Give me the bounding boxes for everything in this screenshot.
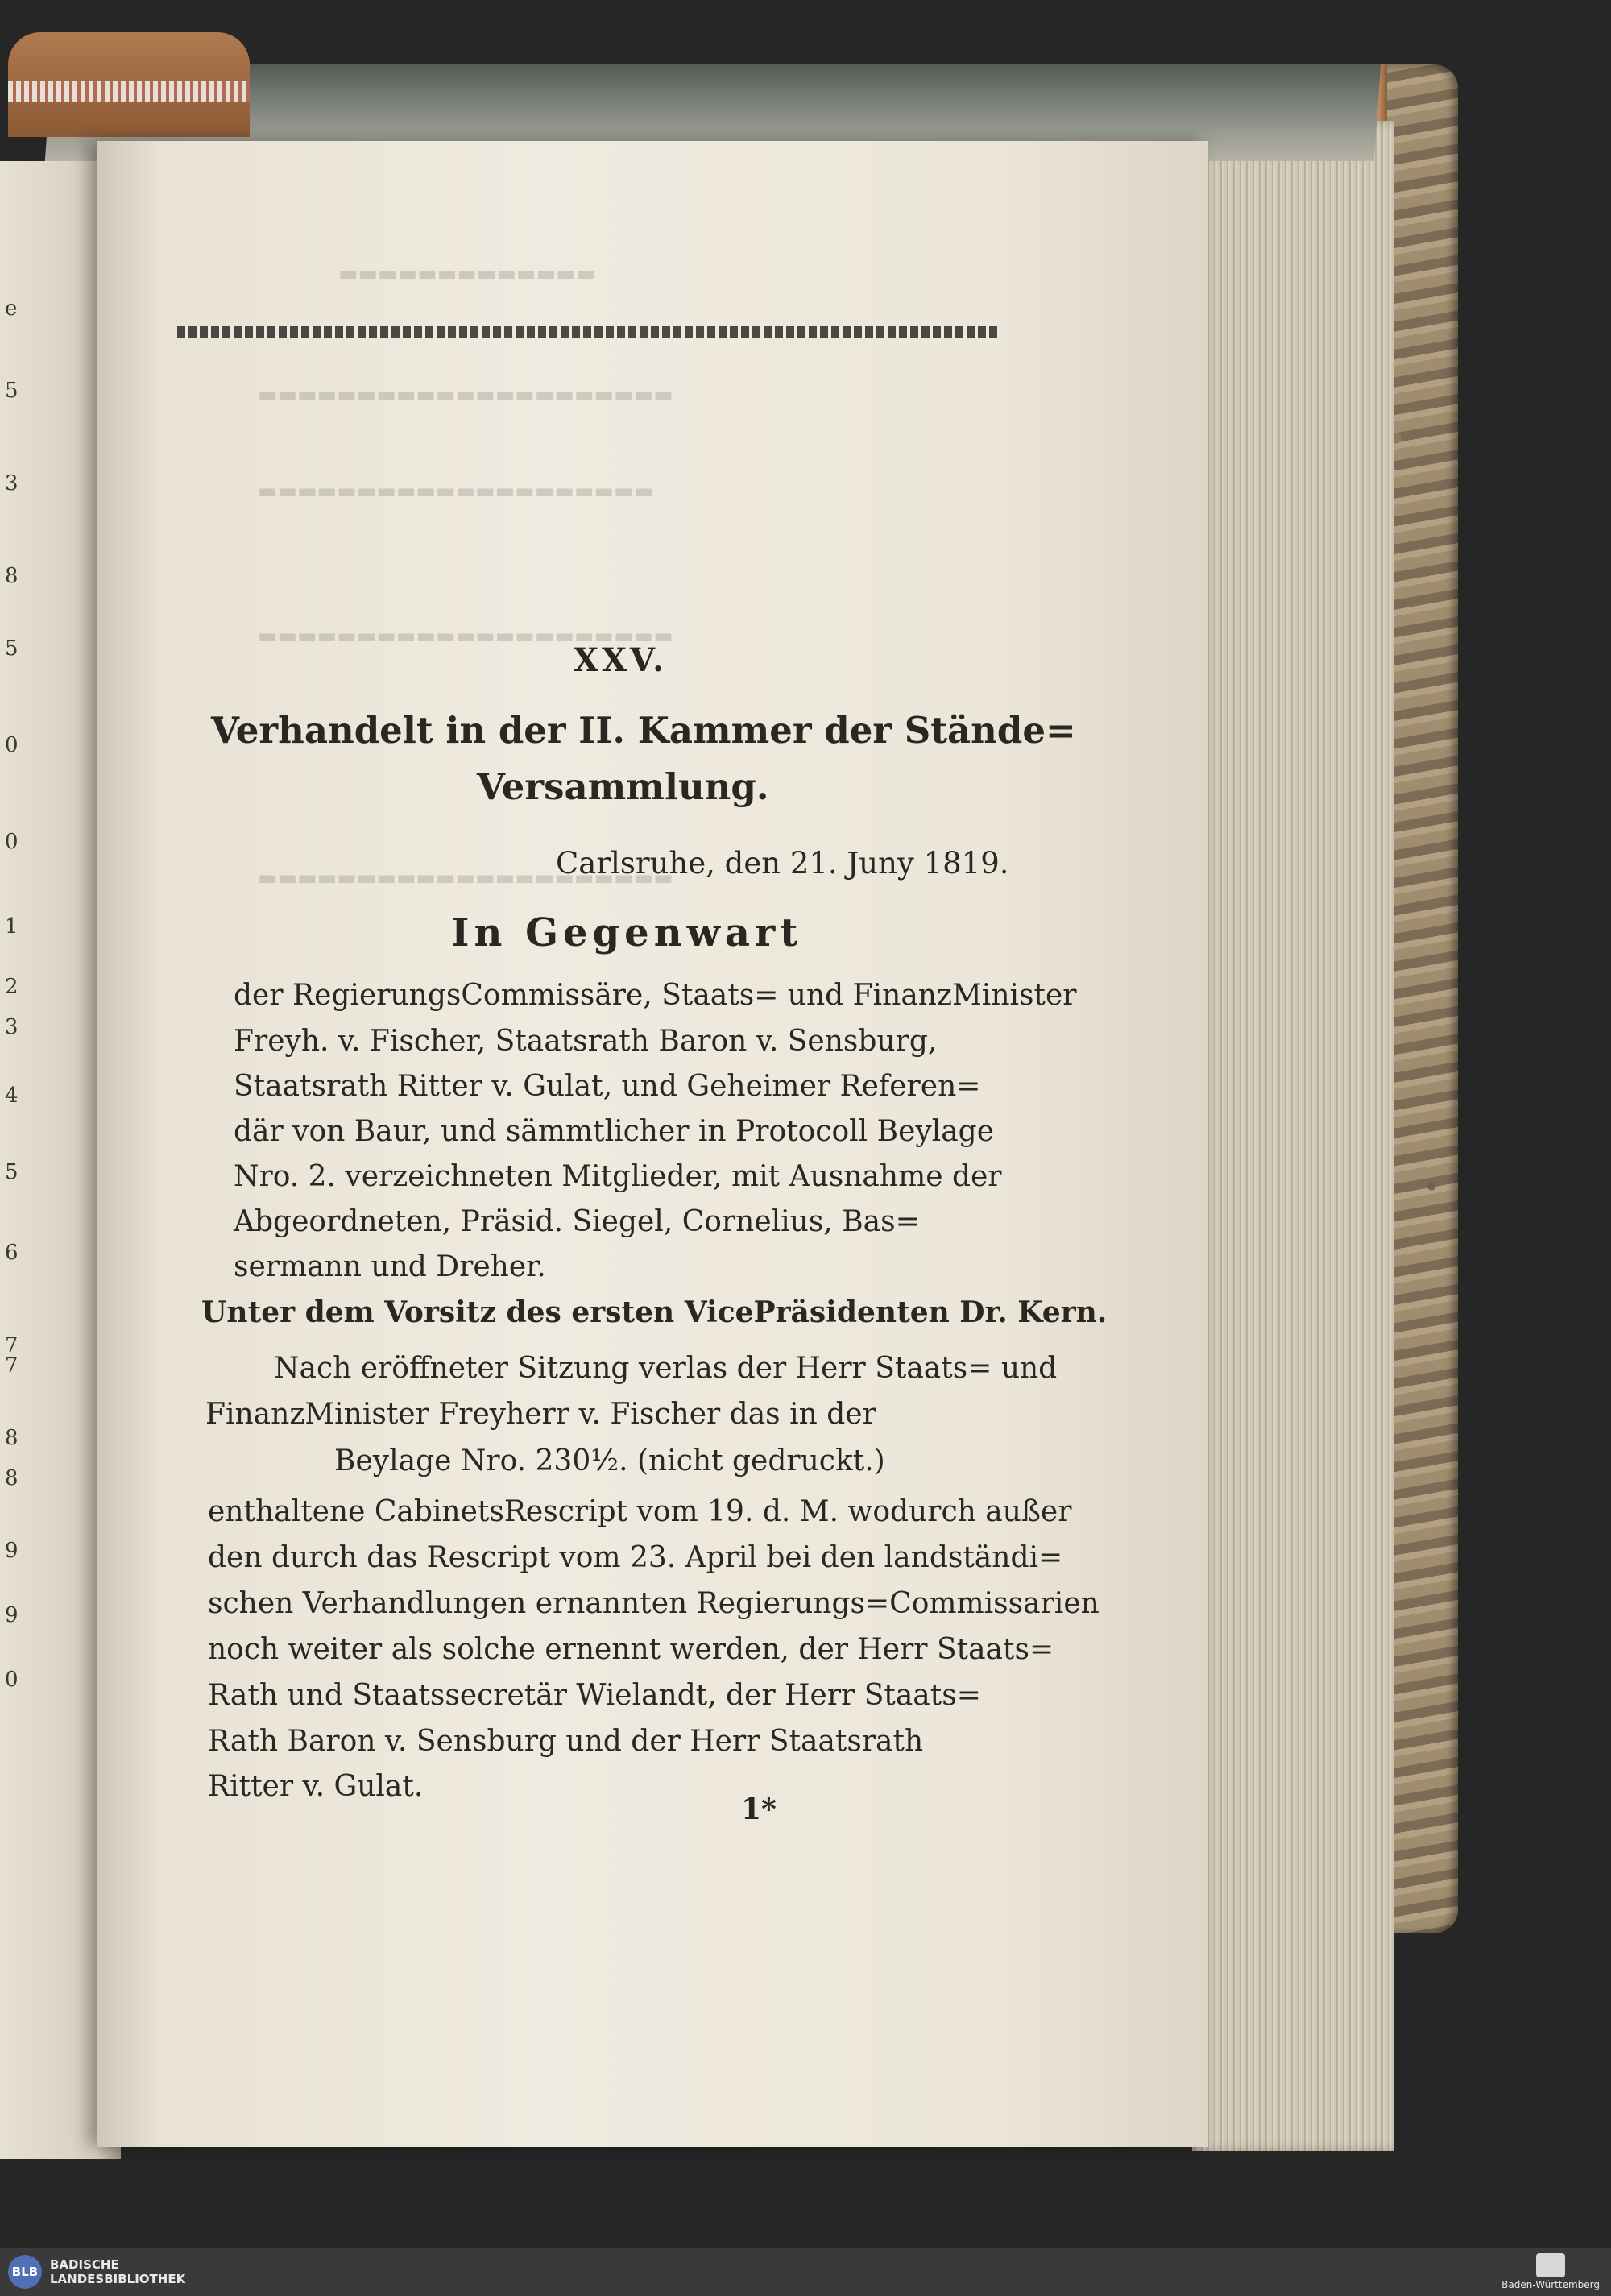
show-through: ▬▬▬▬▬▬▬▬▬▬▬▬▬ bbox=[338, 262, 596, 286]
left-page-char: 1 bbox=[5, 914, 19, 939]
left-page-char: 0 bbox=[5, 733, 19, 757]
left-page-char: 3 bbox=[5, 471, 19, 495]
presence-line: där von Baur, und sämmtlicher in Protocoll Beylage bbox=[234, 1115, 995, 1148]
left-page-char: e bbox=[5, 296, 18, 321]
presence-line: Staatsrath Ritter v. Gulat, und Geheimer Referen= bbox=[234, 1070, 981, 1103]
header-rule bbox=[177, 326, 999, 338]
left-page-char: 8 bbox=[5, 1466, 19, 1490]
library-name bbox=[50, 2257, 185, 2286]
left-page-char: 4 bbox=[5, 1084, 19, 1108]
left-page-char: 8 bbox=[5, 1426, 19, 1450]
paragraph-line: den durch das Rescript vom 23. April bei den landständi= bbox=[208, 1541, 1063, 1574]
partner-name: Baden-Württemberg bbox=[1501, 2279, 1600, 2290]
left-page-char: 5 bbox=[5, 636, 19, 661]
show-through: ▬▬▬▬▬▬▬▬▬▬▬▬▬▬▬▬▬▬▬▬ bbox=[258, 479, 654, 504]
signature-mark: 1* bbox=[741, 1792, 777, 1826]
chair-line: Unter dem Vorsitz des ersten VicePräsidenten Dr. Kern. bbox=[201, 1295, 1108, 1329]
page-fore-edge bbox=[1192, 121, 1394, 2151]
presence-line: Freyh. v. Fischer, Staatsrath Baron v. Sensburg, bbox=[234, 1025, 938, 1058]
section-heading-line1: Verhandelt in der II. Kammer der Stände= bbox=[211, 709, 1076, 752]
left-page-char: 0 bbox=[5, 1668, 19, 1692]
presence-line: Nro. 2. verzeichneten Mitglieder, mit Ausnahme der bbox=[234, 1160, 1002, 1193]
paragraph-line: Rath Baron v. Sensburg und der Herr Staatsrath bbox=[208, 1725, 924, 1758]
left-page-char: 3 bbox=[5, 1015, 19, 1039]
presence-heading: In Gegenwart bbox=[451, 910, 803, 955]
footer-banner bbox=[0, 2248, 1611, 2296]
show-through: ▬▬▬▬▬▬▬▬▬▬▬▬▬▬▬▬▬▬▬▬▬ bbox=[258, 383, 673, 407]
paragraph-line: Nach eröffneter Sitzung verlas der Herr Staats= und bbox=[274, 1352, 1058, 1385]
show-through: ▬▬▬▬▬▬▬▬▬▬▬▬▬▬▬▬▬▬▬▬▬ bbox=[258, 866, 673, 890]
library-name-line2: LANDESBIBLIOTHEK bbox=[50, 2272, 186, 2286]
paragraph-line: noch weiter als solche ernennt werden, der Herr Staats= bbox=[208, 1633, 1054, 1666]
paragraph-line: schen Verhandlungen ernannten Regierungs=Commissarien bbox=[208, 1587, 1100, 1620]
left-page-char: 8 bbox=[5, 564, 19, 588]
section-heading-line2: Versammlung. bbox=[477, 765, 769, 808]
paragraph-line: Ritter v. Gulat. bbox=[208, 1770, 424, 1803]
show-through: ▬▬▬▬▬▬▬▬▬▬▬▬▬▬▬▬▬▬▬▬▬ bbox=[258, 624, 673, 649]
left-page-char: 5 bbox=[5, 379, 19, 403]
state-seal-icon bbox=[1536, 2253, 1565, 2277]
left-page-char: 6 bbox=[5, 1241, 19, 1265]
left-page-char: 5 bbox=[5, 1160, 19, 1184]
paragraph-line: Rath und Staatssecretär Wielandt, der Herr Staats= bbox=[208, 1679, 981, 1712]
left-page-char: 7 bbox=[5, 1333, 19, 1357]
headband-stitching bbox=[8, 81, 250, 102]
left-page-char: 2 bbox=[5, 975, 19, 999]
section-numeral: XXV. bbox=[573, 641, 668, 679]
presence-line: Abgeordneten, Präsid. Siegel, Cornelius, Bas= bbox=[234, 1205, 920, 1238]
left-page-char: 9 bbox=[5, 1603, 19, 1627]
blb-logo-icon: BLB bbox=[8, 2255, 42, 2289]
partner-logo[interactable] bbox=[1501, 2253, 1600, 2290]
place-date: Carlsruhe, den 21. Juny 1819. bbox=[556, 846, 1009, 881]
presence-line: der RegierungsCommissäre, Staats= und FinanzMinister bbox=[234, 979, 1077, 1012]
library-logo[interactable] bbox=[8, 2255, 185, 2289]
enclosure-line: Beylage Nro. 230½. (nicht gedruckt.) bbox=[334, 1444, 885, 1477]
presence-line: sermann und Dreher. bbox=[234, 1250, 546, 1283]
paragraph-line: FinanzMinister Freyherr v. Fischer das in der bbox=[205, 1398, 876, 1431]
paragraph-line: enthaltene CabinetsRescript vom 19. d. M. wodurch außer bbox=[208, 1495, 1072, 1528]
left-page-char: 0 bbox=[5, 830, 19, 854]
left-page-char: 9 bbox=[5, 1539, 19, 1563]
left-page-char: 7 bbox=[5, 1353, 19, 1378]
library-name-line1: BADISCHE bbox=[50, 2257, 119, 2272]
